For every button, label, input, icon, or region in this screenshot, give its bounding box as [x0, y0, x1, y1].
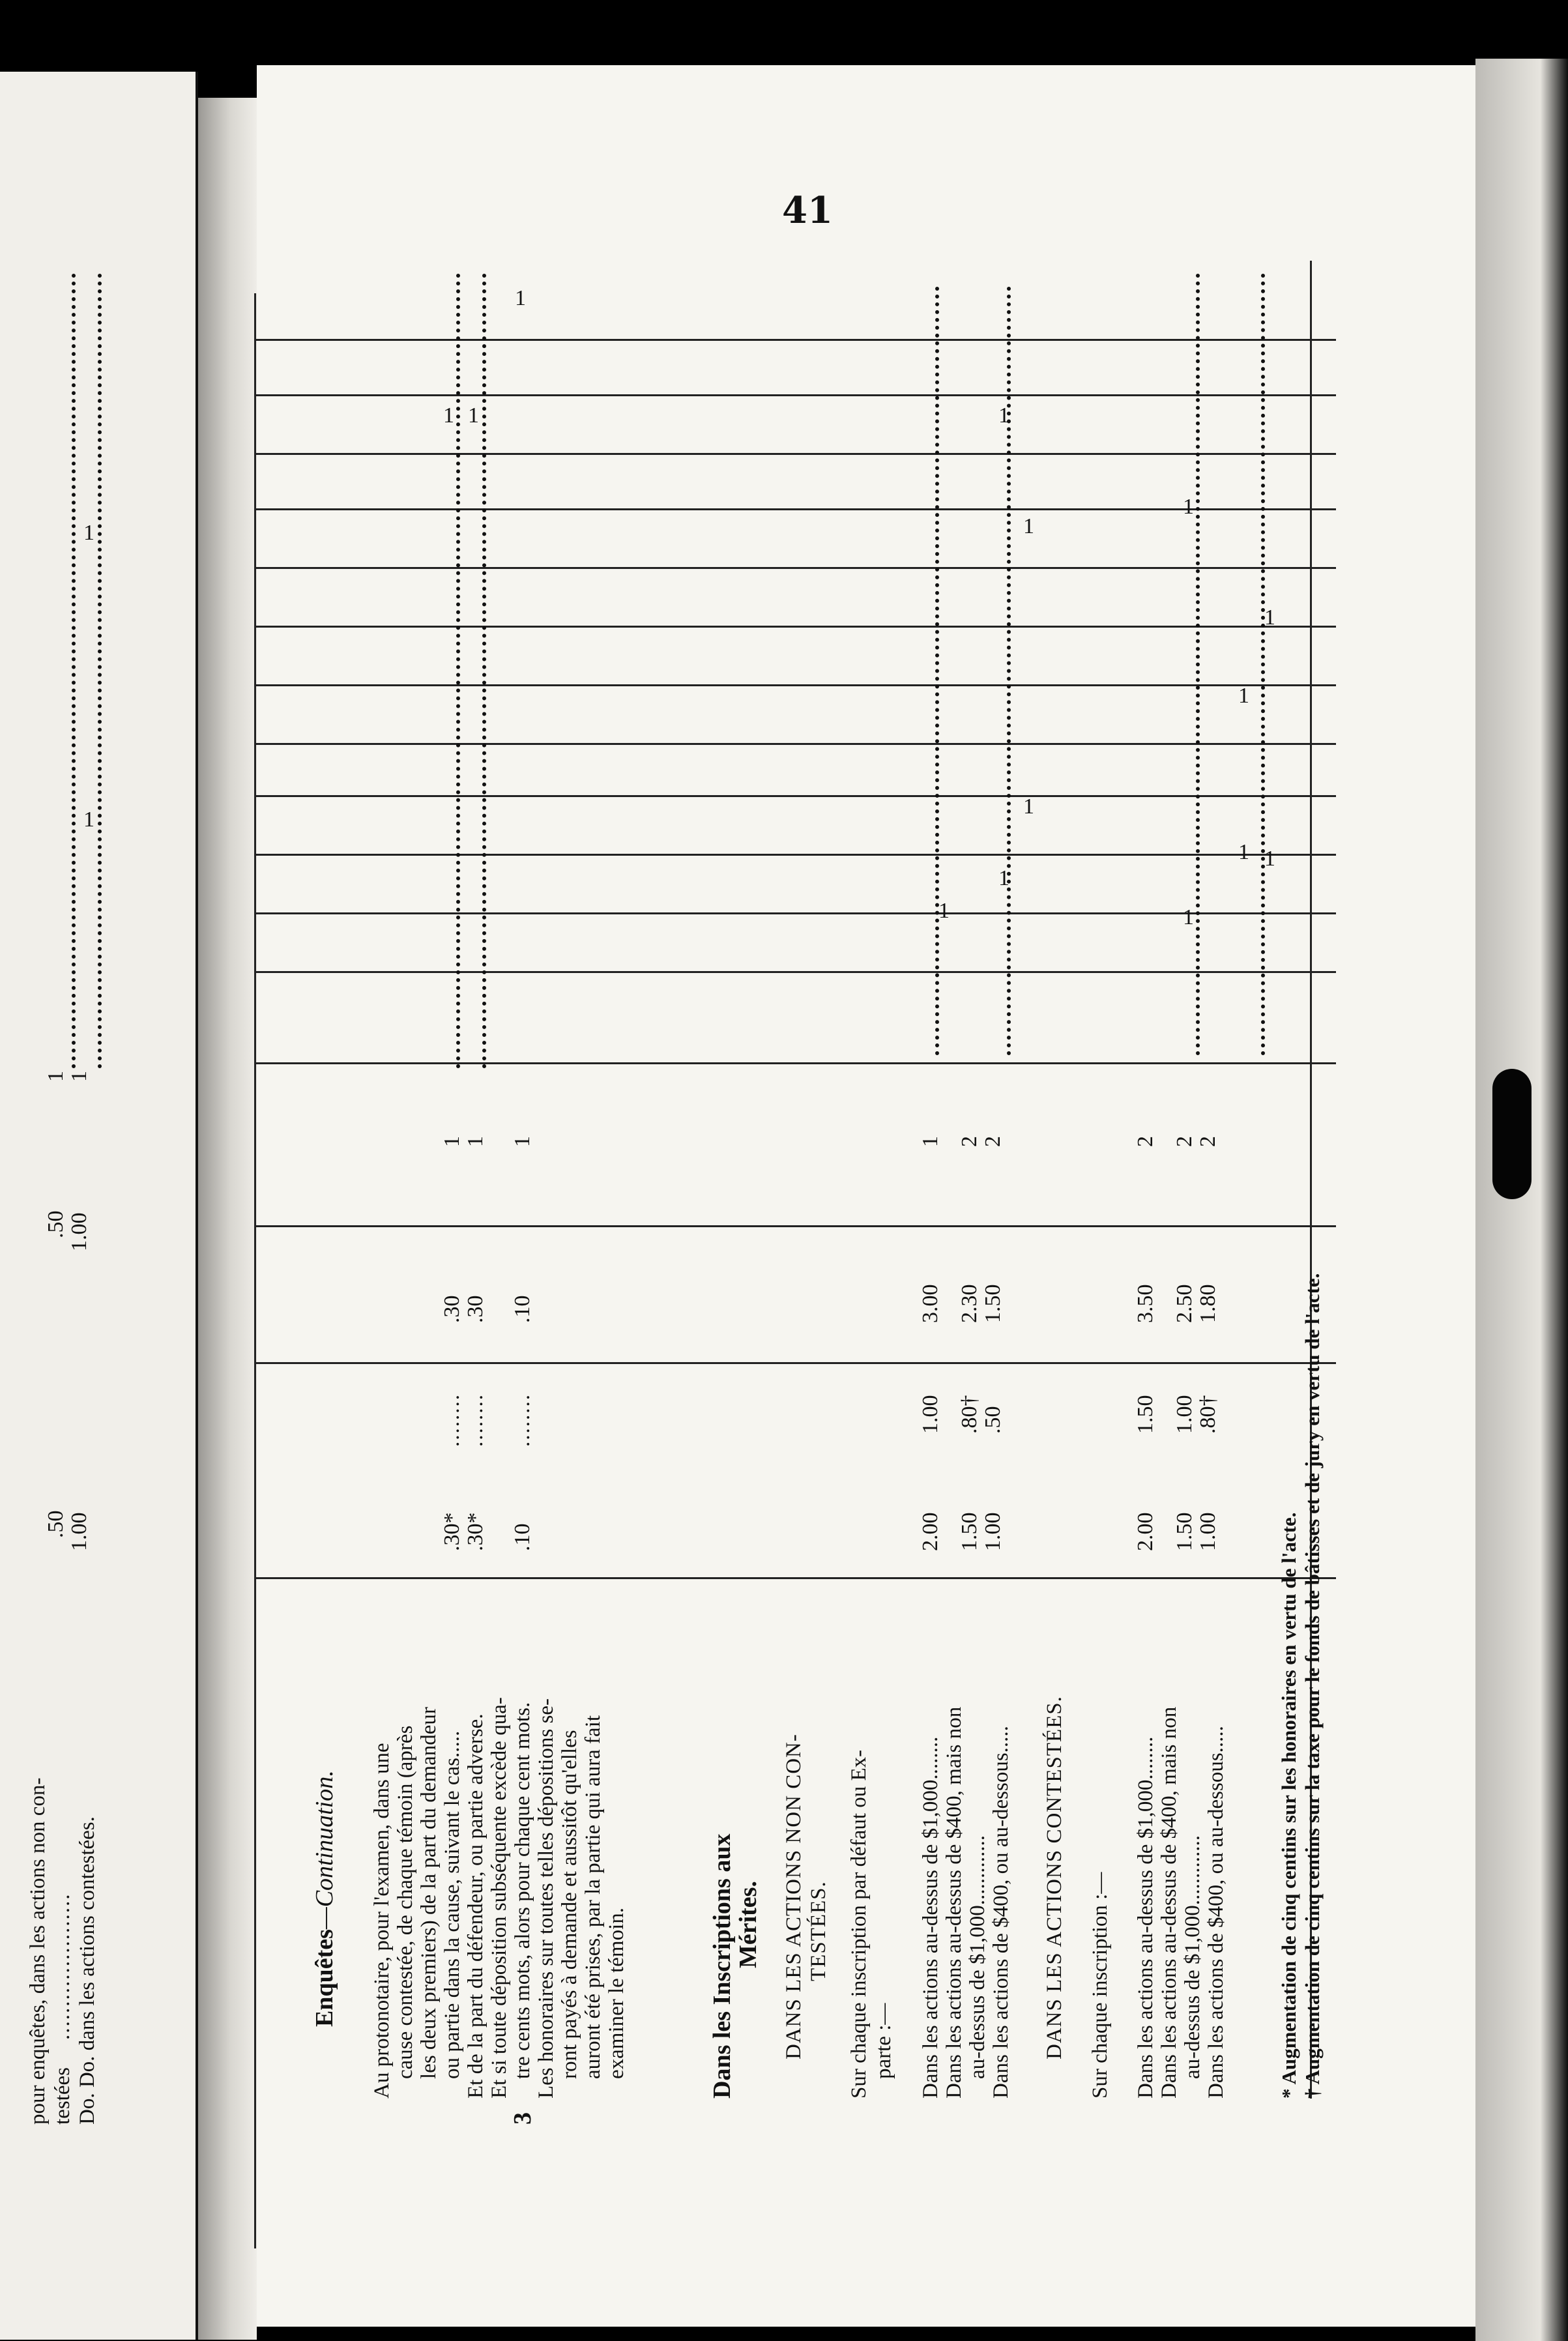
nc-c-3: 1.50 — [981, 1284, 1005, 1323]
enq-a-0: .30* — [440, 1512, 464, 1551]
nc-d-0: 1 — [918, 1136, 942, 1147]
signature-mark: 3 — [509, 2112, 536, 2125]
enquetes-line-7: Les honoraires sur toutes telles dépositions se- — [534, 1698, 558, 2099]
enquetes-line-6: tre cents mots, alors pour chaque cent mots. — [511, 1702, 534, 2079]
contestees-title: DANS LES ACTIONS CONTESTÉES. — [1043, 1696, 1066, 2059]
grid-mark: 1 — [1238, 840, 1249, 864]
nc-d-3: 2 — [981, 1136, 1005, 1147]
c-b-3: .80† — [1196, 1395, 1220, 1434]
c-c-1: 2.50 — [1172, 1284, 1197, 1323]
non-contestees-1: DANS LES ACTIONS NON CON- — [782, 1734, 806, 2059]
c-row-3-label: Dans les actions de $400, ou au-dessous..... — [1204, 1726, 1228, 2099]
enq-d-1: 1 — [463, 1136, 487, 1147]
c-d-1: 2 — [1172, 1136, 1197, 1147]
enq-leader-1: ........ — [464, 1393, 487, 1447]
left-fee-a-1: .50 — [44, 1510, 68, 1538]
sur-chaque-contestees: Sur chaque inscription :— — [1088, 1872, 1112, 2099]
grid-mark: 1 — [1238, 684, 1249, 708]
table-rule-top — [254, 293, 256, 2248]
nc-c-1: 2.30 — [957, 1284, 981, 1323]
left-count-2: 1 — [67, 1071, 91, 1082]
nc-d-1: 2 — [957, 1136, 981, 1147]
non-contestees-2: TESTÉES. — [807, 1881, 830, 1981]
grid-mark: 1 — [468, 403, 479, 428]
c-c-0: 3.50 — [1133, 1284, 1157, 1323]
grid-mark: 1 — [1023, 514, 1034, 538]
left-line-2: testées — [51, 2067, 74, 2125]
left-fee-a-2: 1.00 — [67, 1512, 91, 1551]
nc-a-1: 1.50 — [957, 1512, 981, 1551]
page-edge — [1475, 59, 1568, 2341]
dotted-leader — [1196, 274, 1200, 1056]
dotted-leader — [456, 274, 460, 1069]
grid-mark: 1 — [998, 403, 1009, 428]
grid-mark: 1 — [1264, 605, 1275, 630]
c-b-1: 1.00 — [1172, 1395, 1197, 1434]
enquetes-line-10: examiner le témoin. — [605, 1908, 628, 2079]
enq-d-0: 1 — [440, 1136, 464, 1147]
c-a-0: 2.00 — [1133, 1512, 1157, 1551]
page-number: 41 — [782, 189, 833, 232]
left-line-3: Do. Do. dans les actions contestées. — [76, 1816, 99, 2125]
left-leader: ...................... — [51, 1893, 74, 2040]
enquetes-line-8: ront payés à demande et aussitôt qu'elles — [558, 1730, 581, 2079]
grid-mark: 1 — [83, 807, 94, 832]
enq-leader-0: ........ — [441, 1393, 464, 1447]
enquetes-subtitle: —Continuation. — [311, 1770, 338, 1930]
dotted-leader — [98, 274, 102, 1069]
nc-b-1: .80† — [957, 1395, 981, 1434]
grid-mark: 1 — [443, 403, 454, 428]
enquetes-heading — [313, 1770, 336, 2027]
enquetes-title: Enquêtes — [311, 1929, 338, 2027]
dotted-leader — [1007, 287, 1011, 1056]
enq-c-2: .10 — [510, 1295, 534, 1323]
sur-chaque-2: parte :— — [872, 2003, 895, 2079]
dotted-leader — [1261, 274, 1265, 1056]
enq-d-2: 1 — [510, 1136, 534, 1147]
c-d-3: 2 — [1196, 1136, 1220, 1147]
inscriptions-title-2: Mérites. — [734, 1881, 762, 1968]
c-row-2-label: au-dessus de $1,000............. — [1181, 1835, 1204, 2079]
nc-row-3-label: Dans les actions de $400, ou au-dessous..... — [989, 1726, 1013, 2099]
nc-b-3: .50 — [981, 1406, 1005, 1434]
left-fee-b-2: 1.00 — [67, 1212, 91, 1251]
rotated-table-content — [261, 261, 1369, 2125]
sur-chaque-1: Sur chaque inscription par défaut ou Ex- — [847, 1749, 871, 2099]
grid-mark: 1 — [938, 899, 950, 923]
inscriptions-title-1: Dans les Inscriptions aux — [708, 1833, 736, 2099]
c-b-0: 1.50 — [1133, 1395, 1157, 1434]
grid-mark: 1 — [998, 866, 1009, 890]
nc-a-3: 1.00 — [981, 1512, 1005, 1551]
left-page-values — [39, 925, 202, 1577]
c-d-0: 2 — [1133, 1136, 1157, 1147]
dotted-leader — [482, 274, 486, 1069]
c-c-3: 1.80 — [1196, 1284, 1220, 1323]
c-a-3: 1.00 — [1196, 1512, 1220, 1551]
grid-mark: 1 — [83, 521, 94, 545]
enq-leader-2: ........ — [511, 1393, 534, 1447]
grid-mark: 1 — [1264, 847, 1275, 871]
c-row-1-label: Dans les actions au-dessus de $400, mais non — [1157, 1706, 1181, 2099]
enquetes-line-0: Au protonotaire, pour l'examen, dans une — [370, 1743, 394, 2099]
nc-b-0: 1.00 — [918, 1395, 942, 1434]
nc-a-0: 2.00 — [918, 1512, 942, 1551]
nc-c-0: 3.00 — [918, 1284, 942, 1323]
left-line-1: pour enquêtes, dans les actions non con- — [26, 1777, 50, 2125]
grid-mark: 1 — [1183, 495, 1194, 519]
c-row-0-label: Dans les actions au-dessus de $1,000........ — [1134, 1736, 1157, 2099]
dotted-leader — [935, 287, 939, 1056]
enquetes-line-9: auront été prises, par la partie qui aura fait — [581, 1715, 605, 2079]
enquetes-line-5: Et si toute déposition subséquente excède qua- — [487, 1697, 511, 2099]
grid-mark: 1 — [1023, 794, 1034, 819]
enq-a-1: .30* — [463, 1512, 487, 1551]
grid-mark: 1 — [1183, 905, 1194, 929]
left-fee-b-1: .50 — [44, 1210, 68, 1238]
c-a-1: 1.50 — [1172, 1512, 1197, 1551]
nc-row-0-label: Dans les actions au-dessus de $1,000........ — [919, 1736, 942, 2099]
dotted-leader — [72, 274, 76, 1069]
enq-c-0: .30 — [440, 1295, 464, 1323]
footnote-1: * Augmentation de cinq centins sur les honoraires en vertu de l'acte. — [1277, 1512, 1300, 2099]
grid-mark: 1 — [515, 286, 526, 310]
enq-c-1: .30 — [463, 1295, 487, 1323]
enquetes-line-4: Et de la part du défendeur, ou partie adverse. — [464, 1713, 487, 2099]
enquetes-line-1: cause contestée, de chaque témoin (après — [394, 1725, 417, 2079]
enquetes-line-2: les deux premiers) de la part du demandeur — [417, 1707, 441, 2079]
enq-a-2: .10 — [510, 1523, 534, 1551]
left-count-1: 1 — [44, 1071, 68, 1082]
page-notch — [1492, 1069, 1532, 1199]
footnote-2: † Augmentation de cinq centins sur la taxe pour le fonds de bâtisses et de jury en vertu de l'acte. — [1301, 1273, 1324, 2099]
nc-row-1-label: Dans les actions au-dessus de $400, mais non — [942, 1706, 966, 2099]
nc-row-2-label: au-dessus de $1,000............. — [966, 1835, 989, 2079]
enquetes-line-3: ou partie dans la cause, suivant le cas..... — [441, 1730, 464, 2079]
